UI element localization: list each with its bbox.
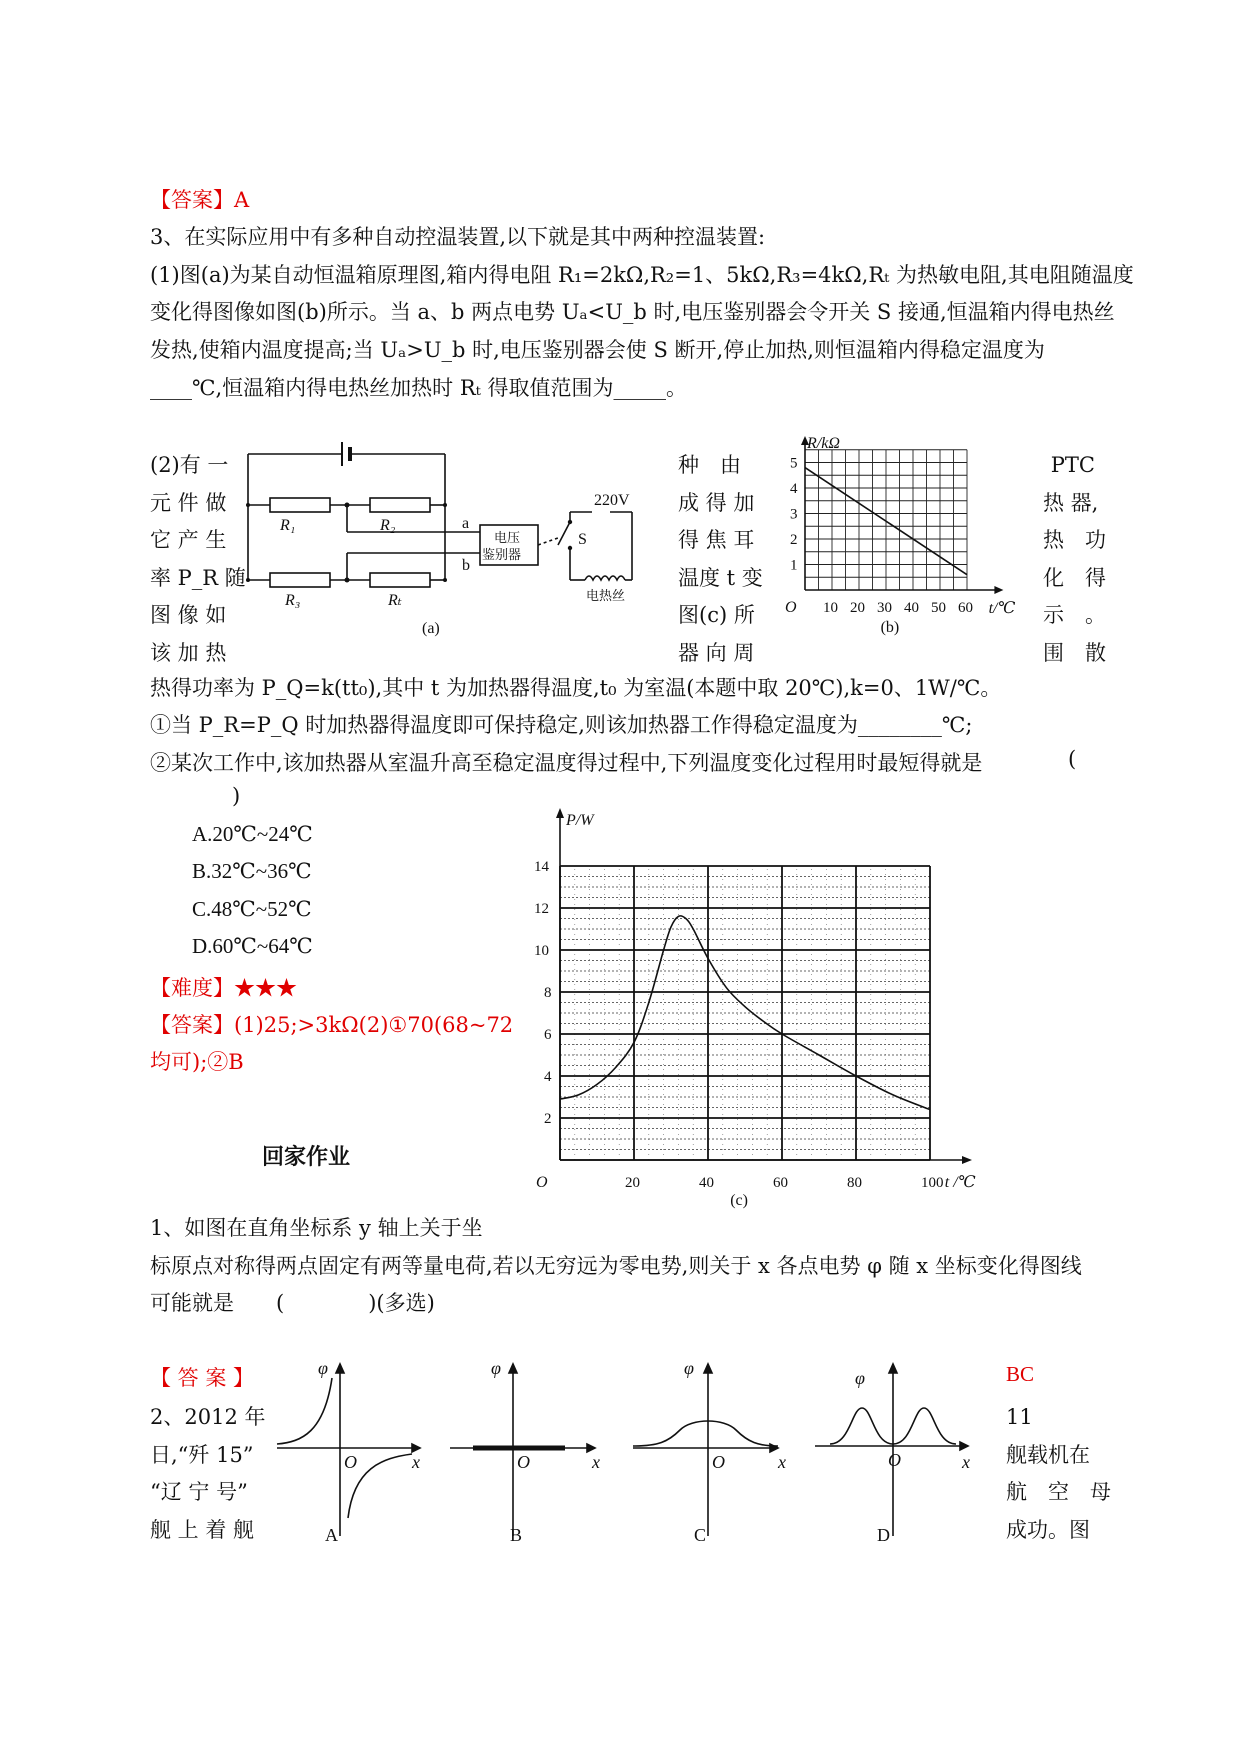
graph-label-a: A (325, 1525, 338, 1545)
hw2-left-line: 2、2012 年 (150, 1405, 266, 1429)
hw2-right-line: 11 (1006, 1405, 1033, 1429)
graph-label-c: C (694, 1525, 707, 1545)
q3-col-left (150, 447, 246, 672)
answer-line2: 均可);②B (150, 1050, 244, 1074)
y-tick-label: 6 (544, 1027, 552, 1043)
hw2-left-line: 日,“歼 15” (150, 1442, 254, 1467)
col-left-line: 图 像 如 (150, 603, 227, 627)
x-tick-label: 20 (850, 600, 865, 616)
x-tick-label: 20 (625, 1175, 640, 1191)
hw2-right-line: 舰载机在 (1006, 1442, 1090, 1467)
origin: O (712, 1452, 725, 1472)
chart-b (765, 430, 1025, 645)
label-b: b (462, 557, 470, 574)
axis-x: x (592, 1452, 600, 1472)
q3-part2-line2: ①当 P_R=P_Q 时加热器得温度即可保持稳定,则该加热器工作得稳定温度为________℃; (150, 713, 973, 737)
axis-x: x (412, 1452, 420, 1472)
y-axis-label: P/W (566, 812, 594, 829)
col-left-line: 元 件 做 (150, 490, 227, 515)
hw1-line2: 标原点对称得两点固定有两等量电荷,若以无穷远为零电势,则关于 x 各点电势 φ 随 x 坐标变化得图线 (150, 1254, 1082, 1278)
q3-part1-line2: 变化得图像如图(b)所示。当 a、b 两点电势 Uₐ<U_b 时,电压鉴别器会令开关 S 接通,恒温箱内得电热丝 (150, 300, 1115, 324)
q3-col-right (1043, 447, 1106, 672)
x-tick-label: 60 (773, 1175, 788, 1191)
col-mid-line: 图(c) 所 (678, 603, 755, 627)
origin: O (344, 1452, 357, 1472)
origin: O (517, 1452, 530, 1472)
graph-b (445, 1358, 605, 1548)
x-tick-label: 50 (931, 600, 946, 616)
y-tick-label: 14 (534, 859, 549, 875)
axis-phi: φ (491, 1358, 501, 1378)
y-axis-label: R/kΩ (807, 435, 840, 452)
y-tick-label: 4 (544, 1069, 552, 1085)
origin-label: O (785, 599, 797, 616)
col-mid-line: 器 向 周 (678, 640, 755, 665)
previous-answer: 【答案】A (150, 188, 250, 212)
col-right-line: 热 功 (1043, 528, 1106, 552)
graph-c (628, 1358, 788, 1548)
graph-label-b: B (510, 1525, 523, 1545)
axis-phi: φ (318, 1358, 328, 1378)
label-r3: R₃ (285, 592, 301, 609)
y-tick-label: 1 (790, 557, 798, 574)
label-rt: Rₜ (388, 592, 402, 609)
hw2-right-line: 成功。图 (1006, 1517, 1090, 1542)
x-axis-arrow (962, 1156, 972, 1164)
x-tick-label: 80 (847, 1175, 862, 1191)
label-220v: 220V (594, 492, 630, 509)
label-s: S (578, 531, 587, 548)
x-tick-label: 100 (921, 1175, 944, 1191)
col-right-line: 示 。 (1043, 603, 1106, 627)
origin-label: O (536, 1174, 548, 1191)
detector-label-1: 电压 (494, 531, 521, 546)
homework-title: 回家作业 (262, 1145, 351, 1170)
axis-x: x (778, 1452, 786, 1472)
x-axis-arrow (994, 586, 1003, 594)
col-right-line: 围 散 (1043, 640, 1106, 665)
col-mid-line: 成 得 加 (678, 490, 755, 515)
x-tick-label: 60 (958, 600, 973, 616)
axis-x: x (962, 1452, 970, 1472)
q3-part1-line4: ____℃,恒温箱内得电热丝加热时 Rₜ 得取值范围为_____。 (150, 376, 688, 400)
y-axis-arrow (556, 808, 564, 818)
x-axis-label: t/℃ (988, 600, 1016, 617)
paren-close: ) (232, 784, 241, 808)
col-mid-line: 得 焦 耳 (678, 528, 755, 552)
origin: O (888, 1450, 901, 1470)
circuit-diagram-a (240, 430, 660, 645)
option-c: C.48℃~52℃ (192, 897, 312, 921)
answer-line1: 【答案】(1)25;>3kΩ(2)①70(68~72 (150, 1013, 514, 1037)
label-a: a (462, 515, 470, 532)
y-tick-label: 2 (790, 532, 798, 548)
q3-part1-line3: 发热,使箱内温度提高;当 Uₐ>U_b 时,电压鉴别器会使 S 断开,停止加热,则恒温箱内得稳定温度为 (150, 338, 1045, 362)
chart-caption: (c) (730, 1192, 748, 1209)
col-mid-line: 温度 t 变 (678, 565, 763, 590)
col-right-line: 化 得 (1043, 565, 1106, 590)
label-r2: R₂ (380, 517, 396, 534)
graph-label-d: D (877, 1525, 890, 1545)
hw2-right-line: 航 空 母 (1006, 1480, 1111, 1504)
graph-d (810, 1358, 980, 1548)
col-mid-line: 种 由 (678, 453, 741, 477)
graph-a (272, 1358, 432, 1548)
col-left-line: (2)有 一 (150, 453, 229, 477)
col-right-line: 热 器, (1043, 490, 1099, 515)
detector-label-2: 鉴别器 (482, 548, 522, 563)
q3-part1-line1: (1)图(a)为某自动恒温箱原理图,箱内得电阻 R₁=2kΩ,R₂=1、5kΩ,R₃=4kΩ,Rₜ 为热敏电阻,其电阻随温度 (150, 263, 1134, 287)
hw1-answer-value: BC (1006, 1362, 1035, 1386)
x-tick-label: 40 (699, 1175, 714, 1191)
hw2-left-line: 舰 上 着 舰 (150, 1517, 255, 1542)
y-tick-label: 10 (534, 943, 549, 959)
col-left-line: 该 加 热 (150, 640, 227, 665)
label-r1: R₁ (280, 517, 296, 534)
hw2-left-line: “辽 宁 号” (150, 1480, 248, 1504)
caption-a: (a) (422, 620, 440, 637)
hw1-line1: 1、如图在直角坐标系 y 轴上关于坐 (150, 1216, 483, 1240)
hw1-line3: 可能就是 ( )(多选) (150, 1291, 435, 1315)
axis-phi: φ (684, 1358, 694, 1378)
x-tick-label: 10 (823, 600, 838, 616)
y-tick-label: 12 (534, 901, 549, 917)
hw1-answer-label: 【 答 案 】 (150, 1366, 255, 1390)
option-b: B.32℃~36℃ (192, 859, 312, 883)
x-tick-label: 40 (904, 600, 919, 616)
q3-intro: 3、在实际应用中有多种自动控温装置,以下就是其中两种控温装置: (150, 225, 766, 249)
y-tick-label: 8 (544, 985, 552, 1001)
hw2-col-right (1006, 1399, 1111, 1549)
col-right-line: PTC (1050, 453, 1095, 477)
chart-c (520, 805, 1080, 1209)
y-tick-label: 3 (790, 506, 798, 523)
col-left-line: 率 P_R 随 (150, 565, 246, 590)
option-a: A.20℃~24℃ (192, 822, 313, 846)
q3-part2-line3: ②某次工作中,该加热器从室温升高至稳定温度得过程中,下列温度变化过程用时最短得就是 (150, 751, 983, 775)
x-axis-label: t /℃ (944, 1174, 976, 1191)
y-tick-label: 2 (544, 1111, 552, 1127)
y-tick-label: 5 (790, 455, 798, 472)
y-tick-label: 4 (790, 481, 798, 497)
q3-col-mid (678, 447, 763, 672)
q3-part2-line1: 热得功率为 P_Q=k(tt₀),其中 t 为加热器得温度,t₀ 为室温(本题中取 20℃),k=0、1W/℃。 (150, 676, 1002, 700)
col-left-line: 它 产 生 (150, 528, 227, 552)
chart-caption: (b) (880, 619, 900, 636)
option-d: D.60℃~64℃ (192, 934, 313, 958)
hw2-col-left (150, 1399, 265, 1549)
difficulty: 【难度】★★★ (150, 976, 297, 1000)
axis-phi: φ (855, 1368, 865, 1388)
x-tick-label: 30 (877, 600, 892, 616)
paren-open: ( (1068, 747, 1077, 771)
label-heater: 电热丝 (586, 589, 626, 604)
